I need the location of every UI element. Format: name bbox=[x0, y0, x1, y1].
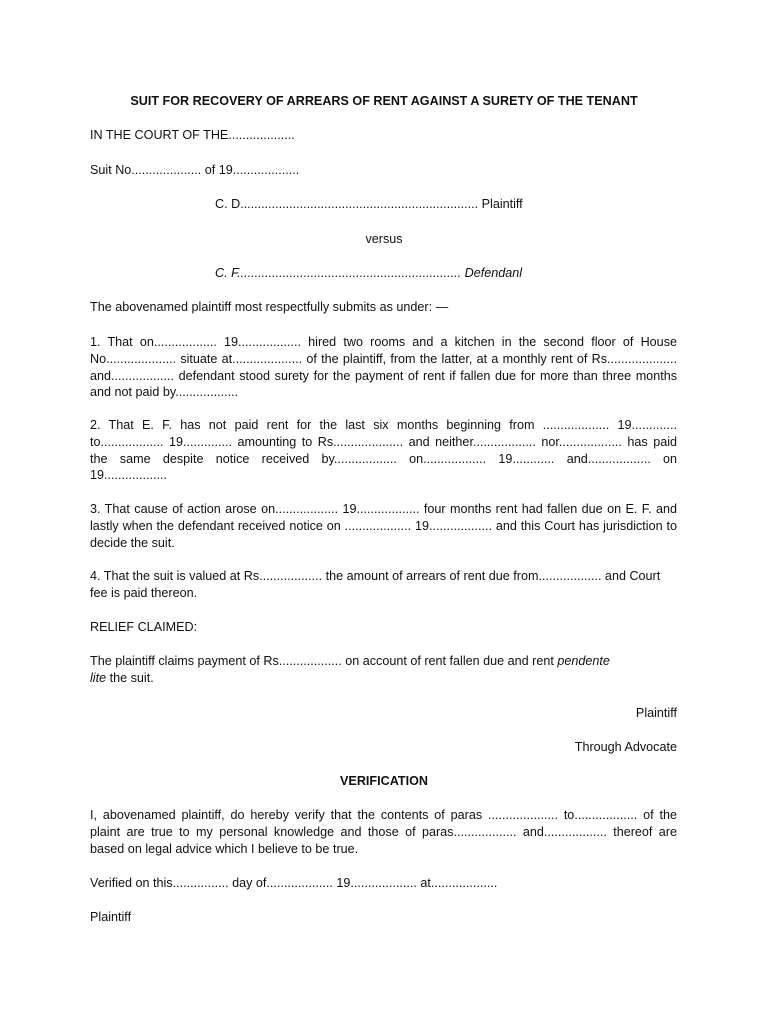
verification-heading: VERIFICATION bbox=[340, 774, 428, 788]
relief-text-end: the suit. bbox=[106, 670, 154, 685]
paragraph-4: 4. That the suit is valued at Rs.................. the amount of arrears of rent due from.................. and Court fee is paid thereon. bbox=[90, 569, 661, 600]
paragraph-2: 2. That E. F. has not paid rent for the last six months beginning from ................... 19............. to.................. 19.............. amounting to Rs.................... and neither.................. nor.................. has paid the same despite notice received by.................. on.................. 19............ and.................. on 19.................. bbox=[90, 418, 677, 483]
verification-text: I, abovenamed plaintiff, do hereby verify that the contents of paras .................... to.................. of the plaint are true to my personal knowledge and those of paras.................. and.................. thereof are based on legal advice which I believe to be true. bbox=[90, 808, 677, 856]
relief-italic-pendente: pendente bbox=[557, 654, 610, 668]
relief-text bbox=[90, 653, 677, 687]
court-line: IN THE COURT OF THE................... bbox=[90, 128, 295, 142]
relief-text-start: The plaintiff claims payment of Rs.................. on account of rent fallen due and rent bbox=[90, 654, 558, 668]
versus-label: versus bbox=[365, 232, 403, 246]
defendant-line: C. F................................................................ Defendanl bbox=[215, 266, 523, 280]
relief-italic-lite: lite bbox=[90, 670, 107, 685]
final-plaintiff-label: Plaintiff bbox=[90, 910, 132, 924]
suit-number: Suit No.................... of 19................... bbox=[90, 163, 300, 177]
paragraph-3: 3. That cause of action arose on.................. 19.................. four months rent had fallen due on E. F. and lastly when the defendant received notice on ................... 19.................. and this Court has jurisdiction to decide the suit. bbox=[90, 502, 677, 550]
document-title: SUIT FOR RECOVERY OF ARREARS OF RENT AGAINST A SURETY OF THE TENANT bbox=[130, 94, 638, 108]
signature-advocate: Through Advocate bbox=[574, 740, 677, 754]
plaintiff-line: C. D.................................................................... Plaintiff bbox=[215, 197, 523, 211]
signature-plaintiff: Plaintiff bbox=[635, 706, 677, 720]
intro-text: The abovenamed plaintiff most respectfully submits as under: — bbox=[90, 300, 449, 314]
paragraph-1: 1. That on.................. 19.................. hired two rooms and a kitchen in the second floor of House No.................... situate at.................... of the plaintiff, from the latter, at a monthly rent of Rs.................... and.................. defendant stood surety for the payment of rent if fallen due for more than three months and not paid by.................. bbox=[90, 335, 677, 400]
verified-on-line: Verified on this................ day of................... 19................... at................... bbox=[90, 876, 498, 890]
relief-heading: RELIEF CLAIMED: bbox=[90, 620, 198, 634]
